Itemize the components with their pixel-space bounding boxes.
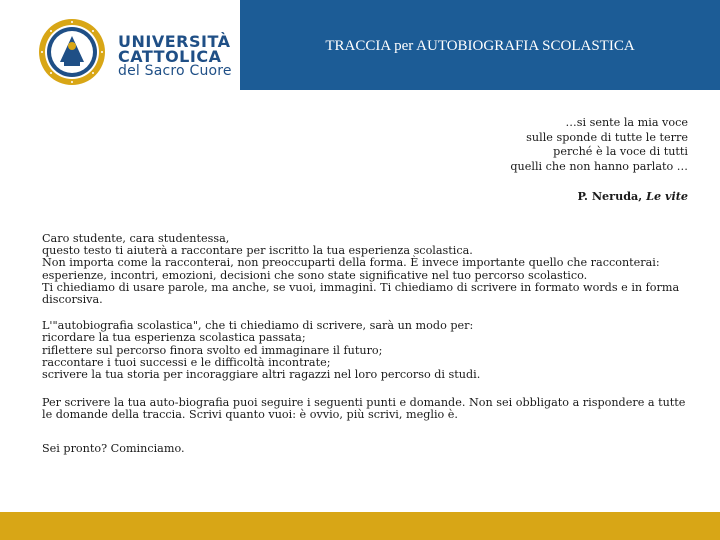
purpose-item: riflettere sul percorso finora svolto ed immaginare il futuro; [42, 343, 383, 357]
purpose-intro: L'"autobiografia scolastica", che ti chiediamo di scrivere, sarà un modo per: [42, 319, 474, 333]
header-bar [240, 0, 720, 90]
quote-line: …si sente la mia voce [565, 116, 688, 129]
footer-bar [0, 512, 720, 540]
university-seal-icon [38, 18, 106, 86]
logo-line-1: UNIVERSITÀ [118, 32, 231, 51]
quote-line: perché è la voce di tutti [553, 145, 688, 158]
author-work: Le vite [646, 189, 688, 203]
purpose-item: raccontare i tuoi successi e le difficoltà incontrate; [42, 355, 331, 369]
body-text [42, 233, 692, 455]
purpose-item: ricordare la tua esperienza scolastica passata; [42, 331, 306, 345]
greeting-line: Caro studente, cara studentessa, [42, 232, 230, 245]
logo-line-2: CATTOLICA [118, 47, 222, 66]
logo-line-3: del Sacro Cuore [118, 63, 232, 79]
university-name [118, 34, 232, 79]
instructions-paragraph: Per scrivere la tua auto-biografia puoi seguire i seguenti punti e domande. Non sei obbligato a rispondere a tutte le domande della traccia. Scrivi quanto vuoi: è ovvio, più scrivi, meglio è. [42, 396, 686, 422]
quote-author [577, 189, 688, 203]
body-line: Ti chiediamo di usare parole, ma anche, se vuoi, immagini. Ti chiediamo di scrivere in formato words e in forma discorsiva. [42, 280, 680, 307]
logo-area [0, 0, 240, 105]
page-title: TRACCIA per AUTOBIOGRAFIA SCOLASTICA [325, 38, 635, 54]
body-line: questo testo ti aiuterà a raccontare per iscritto la tua esperienza scolastica. [42, 244, 473, 258]
quote-line: sulle sponde di tutte le terre [526, 130, 688, 144]
body-line: Non importa come la racconterai, non preoccuparti della forma. È invece importante quello che racconterai: esperienze, incontri, emozioni, decisioni che sono state significative nel tuo percorso scolastico. [42, 256, 660, 282]
epigraph-quote [510, 116, 688, 174]
quote-line: quelli che non hanno parlato … [510, 159, 688, 173]
author-name: P. Neruda, [577, 189, 647, 203]
purpose-item: scrivere la tua storia per incoraggiare altri ragazzi nel loro percorso di studi. [42, 368, 481, 382]
closing-line: Sei pronto? Cominciamo. [42, 441, 185, 455]
